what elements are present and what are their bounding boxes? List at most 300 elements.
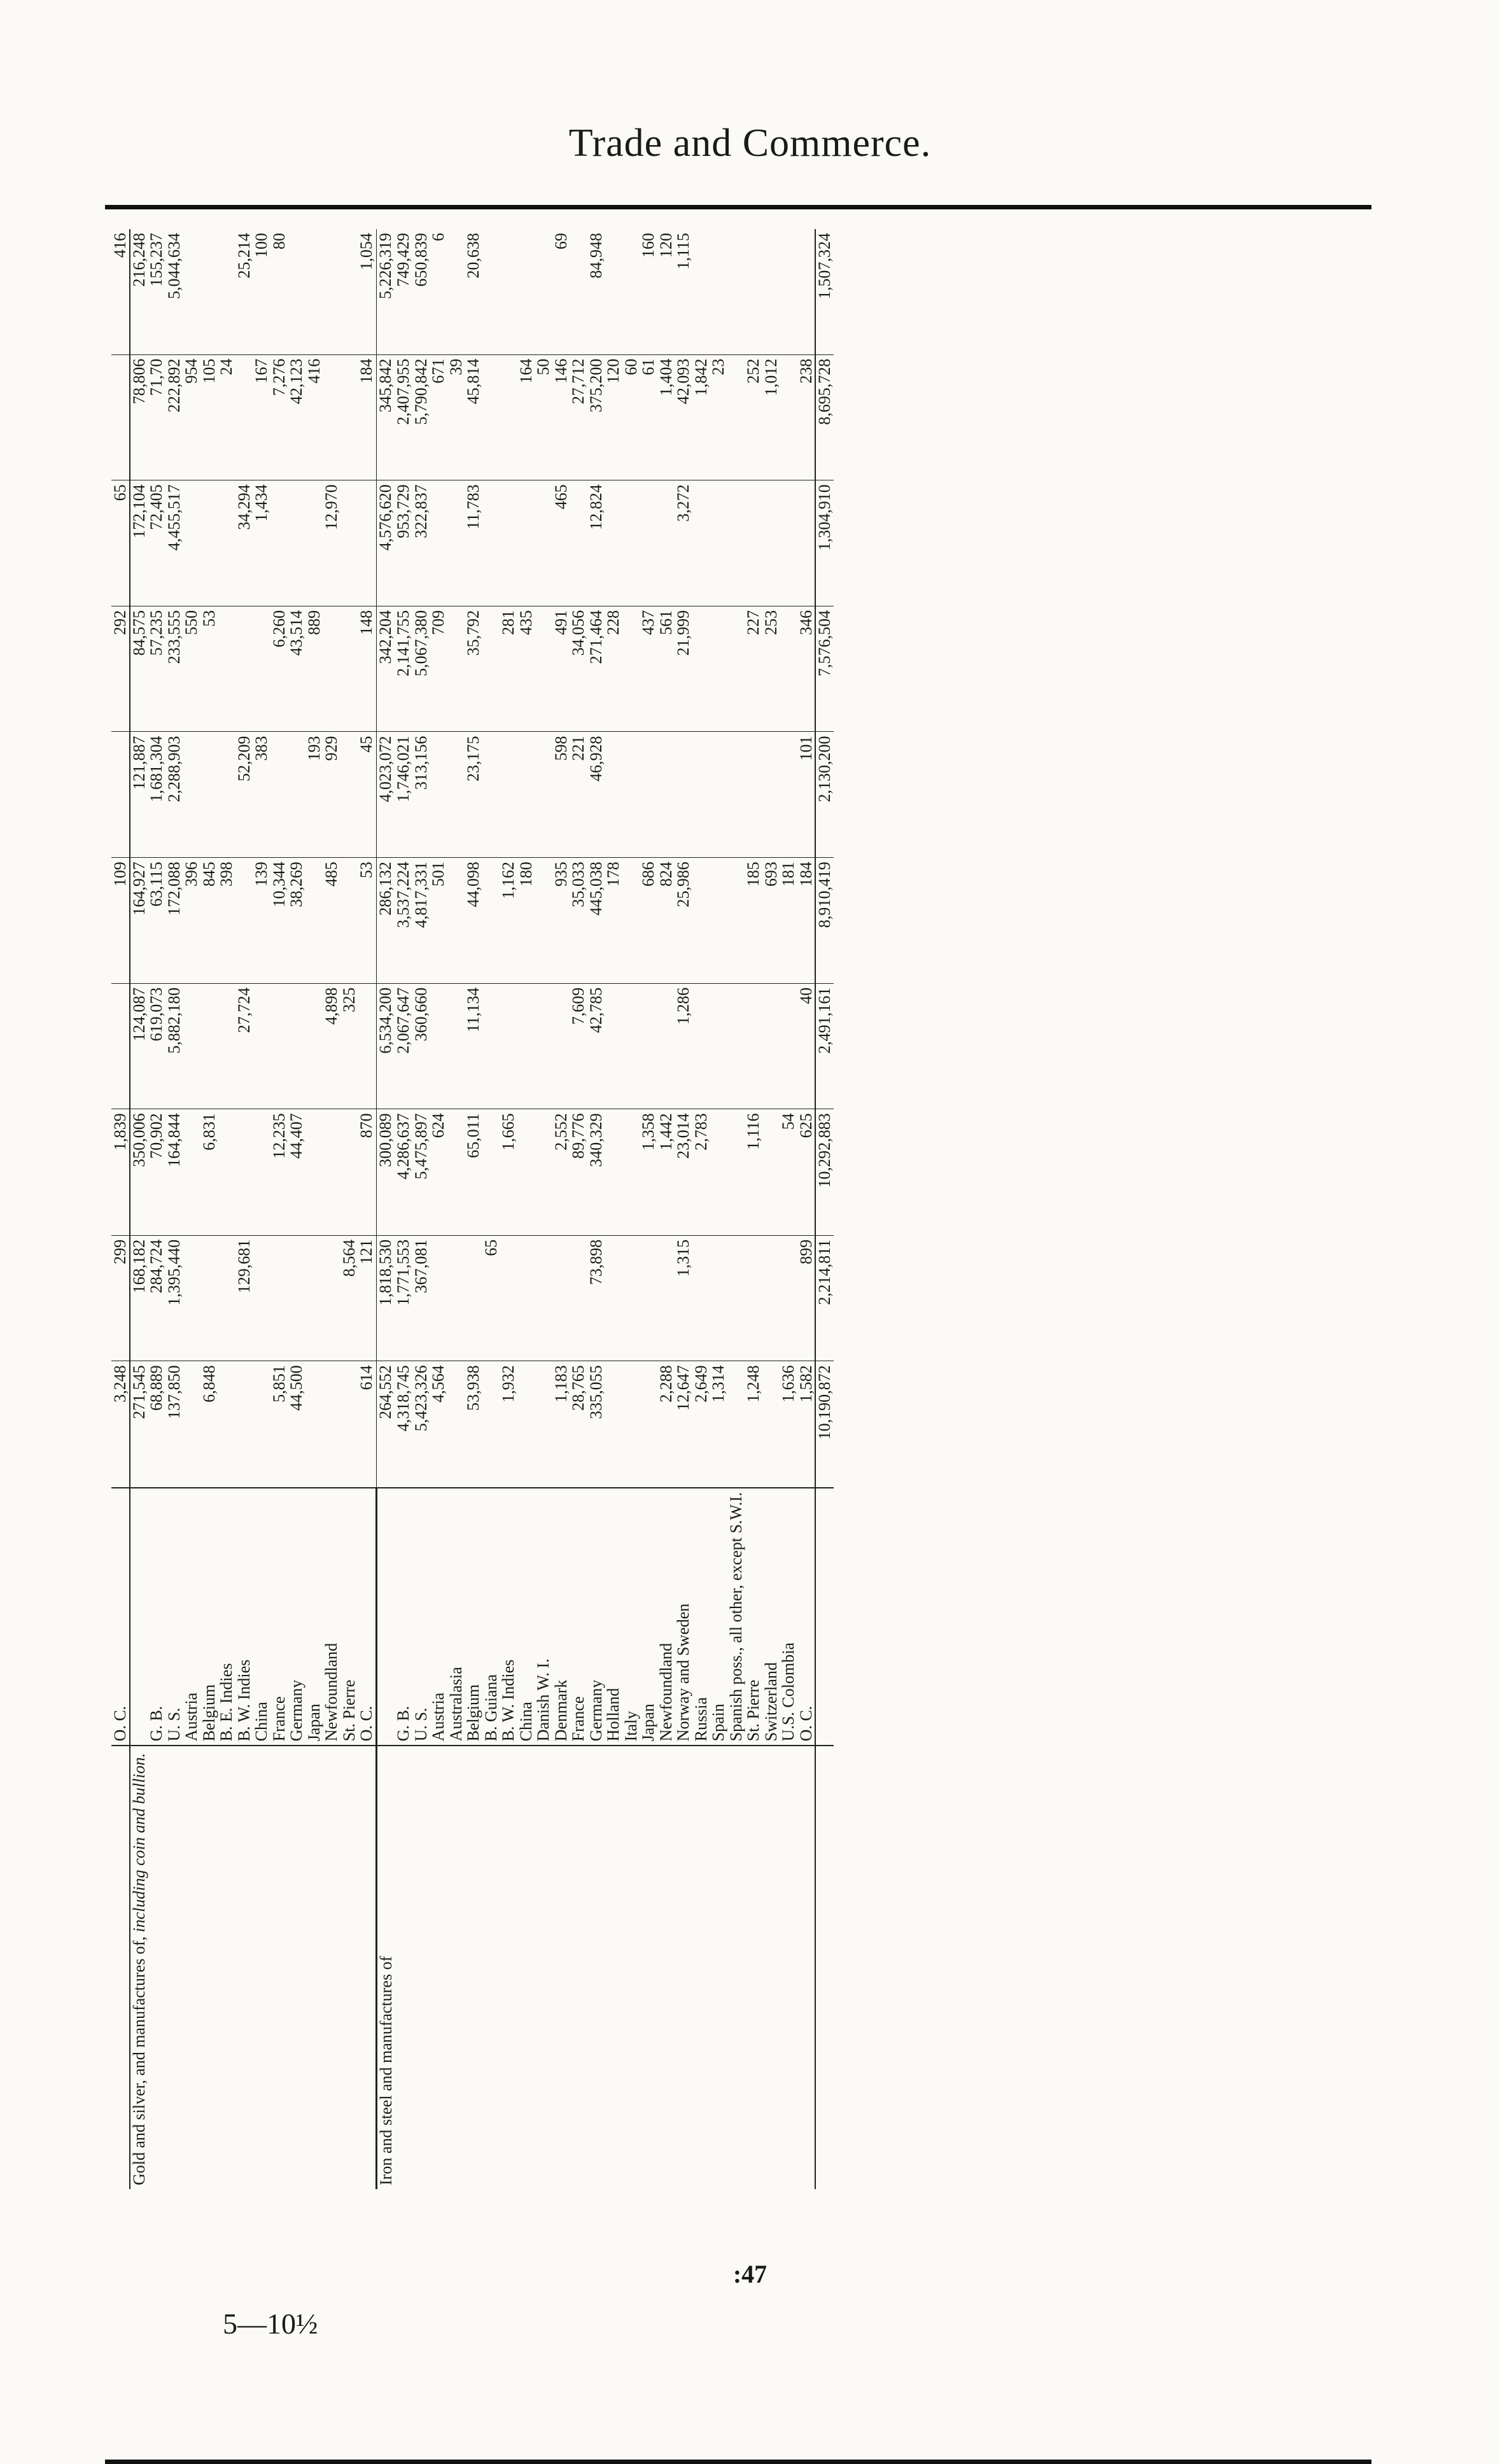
value-cell: 12,970: [323, 480, 340, 606]
value-cell: [640, 1235, 657, 1361]
value-cell: 10,344: [270, 858, 288, 984]
value-cell: [288, 1235, 305, 1361]
value-cell: [745, 229, 762, 354]
value-cell: 1,771,553: [395, 1235, 412, 1361]
value-cell: [447, 1109, 465, 1235]
value-cell: 27,712: [570, 354, 587, 480]
value-cell: 1,395,440: [165, 1235, 183, 1361]
value-cell: [500, 983, 517, 1109]
value-cell: 180: [517, 858, 535, 984]
rotated-table-block: [111, 229, 1359, 2189]
value-cell: 6,260: [270, 606, 288, 732]
value-cell: 899: [797, 1235, 816, 1361]
value-cell: [500, 1235, 517, 1361]
description-cell: [692, 1746, 710, 2189]
value-cell: 598: [552, 732, 570, 858]
value-cell: [253, 983, 270, 1109]
value-cell: 44,500: [288, 1361, 305, 1488]
value-cell: [710, 480, 727, 606]
value-cell: [535, 1235, 552, 1361]
value-cell: 2,491,161: [815, 983, 834, 1109]
value-cell: 286,132: [376, 858, 395, 984]
value-cell: [430, 732, 447, 858]
value-cell: 7,576,504: [815, 606, 834, 732]
value-cell: [340, 229, 358, 354]
table-row: [640, 229, 657, 2189]
value-cell: [183, 1109, 200, 1235]
description-cell: [727, 1746, 745, 2189]
table-row: [412, 229, 430, 2189]
value-cell: 57,235: [148, 606, 165, 732]
country-cell: Australasia: [447, 1488, 465, 1746]
value-cell: [447, 1235, 465, 1361]
value-cell: [447, 1361, 465, 1488]
value-cell: 65: [482, 1235, 500, 1361]
value-cell: [200, 1235, 218, 1361]
description-cell: [200, 1746, 218, 2189]
value-cell: 193: [305, 732, 323, 858]
value-cell: 44,098: [465, 858, 482, 984]
value-cell: [605, 1235, 622, 1361]
description-cell: [535, 1746, 552, 2189]
country-cell: B. Guiana: [482, 1488, 500, 1746]
description-cell: [430, 1746, 447, 2189]
value-cell: 45: [358, 732, 376, 858]
description-cell: [605, 1746, 622, 2189]
description-cell: [340, 1746, 358, 2189]
value-cell: 2,649: [692, 1361, 710, 1488]
description-cell: [640, 1746, 657, 2189]
value-cell: 70,902: [148, 1109, 165, 1235]
value-cell: [780, 480, 797, 606]
table-row: [500, 229, 517, 2189]
value-cell: 281: [500, 606, 517, 732]
value-cell: 53,938: [465, 1361, 482, 1488]
value-cell: [340, 732, 358, 858]
country-cell: Spanish poss., all other, except S.W.I.: [727, 1488, 745, 1746]
country-cell: Russia: [692, 1488, 710, 1746]
description-cell: [657, 1746, 675, 2189]
value-cell: [482, 1109, 500, 1235]
value-cell: [780, 1235, 797, 1361]
value-cell: 693: [762, 858, 780, 984]
value-cell: [200, 480, 218, 606]
value-cell: 1,434: [253, 480, 270, 606]
value-cell: [570, 229, 587, 354]
description-cell: [305, 1746, 323, 2189]
country-cell: Holland: [605, 1488, 622, 1746]
value-cell: 7,276: [270, 354, 288, 480]
value-cell: 4,455,517: [165, 480, 183, 606]
value-cell: 84,948: [586, 233, 605, 279]
value-cell: [288, 480, 305, 606]
value-cell: 2,141,755: [395, 606, 412, 732]
value-cell: [535, 983, 552, 1109]
value-cell: 8,564: [340, 1235, 358, 1361]
value-cell: 1,442: [657, 1109, 675, 1235]
value-cell: 1,636: [780, 1361, 797, 1488]
value-cell: [482, 1361, 500, 1488]
country-cell: [130, 1488, 148, 1746]
description-cell: [762, 1746, 780, 2189]
value-cell: [340, 606, 358, 732]
value-cell: 485: [323, 858, 340, 984]
value-cell: 139: [253, 858, 270, 984]
value-cell: [235, 354, 253, 480]
value-cell: 5,475,897: [412, 1109, 430, 1235]
value-cell: [430, 983, 447, 1109]
value-cell: 120: [656, 233, 675, 258]
table-row: [517, 229, 535, 2189]
description-cell: [253, 1746, 270, 2189]
table-row: [305, 229, 323, 2189]
value-cell: [517, 229, 535, 354]
value-cell: 1,358: [640, 1109, 657, 1235]
value-cell: 1,054: [357, 233, 375, 270]
value-cell: [640, 1361, 657, 1488]
value-cell: [218, 606, 235, 732]
value-cell: 172,104: [130, 480, 148, 606]
value-cell: [727, 732, 745, 858]
table-row: [395, 229, 412, 2189]
value-cell: [253, 1109, 270, 1235]
value-cell: [111, 732, 130, 858]
value-cell: 383: [253, 732, 270, 858]
value-cell: [727, 229, 745, 354]
value-cell: 550: [183, 606, 200, 732]
value-cell: 84,575: [130, 606, 148, 732]
value-cell: 870: [358, 1109, 376, 1235]
value-cell: 155,237: [147, 233, 165, 287]
description-cell: [815, 1746, 834, 2189]
value-cell: 121,887: [130, 732, 148, 858]
value-cell: [622, 983, 640, 1109]
value-cell: [762, 983, 780, 1109]
value-cell: [447, 732, 465, 858]
value-cell: [253, 1361, 270, 1488]
table-row: [148, 229, 165, 2189]
value-cell: 4,576,620: [376, 480, 395, 606]
table-row: [657, 229, 675, 2189]
value-cell: [727, 1235, 745, 1361]
value-cell: 1,314: [710, 1361, 727, 1488]
value-cell: 11,783: [465, 480, 482, 606]
value-cell: 4,023,072: [376, 732, 395, 858]
value-cell: 889: [305, 606, 323, 732]
value-cell: 325: [340, 983, 358, 1109]
value-cell: 137,850: [165, 1361, 183, 1488]
table-row: [183, 229, 200, 2189]
table-row: [692, 229, 710, 2189]
value-cell: 313,156: [412, 732, 430, 858]
value-cell: 345,842: [376, 354, 395, 480]
value-cell: 44,407: [288, 1109, 305, 1235]
value-cell: 271,464: [587, 606, 605, 732]
value-cell: [622, 229, 640, 354]
value-cell: 148: [358, 606, 376, 732]
value-cell: [200, 229, 218, 354]
value-cell: 2,130,200: [815, 732, 834, 858]
value-cell: 5,044,634: [164, 233, 183, 299]
description-cell: [447, 1746, 465, 2189]
table-row: [570, 229, 587, 2189]
value-cell: [340, 858, 358, 984]
value-cell: [692, 606, 710, 732]
value-cell: 178: [605, 858, 622, 984]
value-cell: 1,842: [692, 354, 710, 480]
value-cell: [482, 983, 500, 1109]
value-cell: [500, 480, 517, 606]
value-cell: 1,248: [745, 1361, 762, 1488]
value-cell: 6,534,200: [376, 983, 395, 1109]
value-cell: [482, 732, 500, 858]
value-cell: 3,248: [111, 1361, 130, 1488]
value-cell: 625: [797, 1109, 816, 1235]
table-row: [535, 229, 552, 2189]
value-cell: [183, 983, 200, 1109]
value-cell: [535, 732, 552, 858]
value-cell: [305, 858, 323, 984]
section-note: including coin and bullion.: [129, 1753, 148, 1933]
value-cell: [622, 1235, 640, 1361]
value-cell: 501: [430, 858, 447, 984]
value-cell: 65: [111, 480, 130, 606]
value-cell: [622, 606, 640, 732]
value-cell: 2,288,903: [165, 732, 183, 858]
value-cell: [253, 1235, 270, 1361]
description-cell: [165, 1746, 183, 2189]
value-cell: [780, 606, 797, 732]
value-cell: 227: [745, 606, 762, 732]
value-cell: 465: [552, 480, 570, 606]
value-cell: [270, 732, 288, 858]
value-cell: 1,681,304: [148, 732, 165, 858]
value-cell: [218, 983, 235, 1109]
value-cell: 129,681: [235, 1235, 253, 1361]
value-cell: [622, 1109, 640, 1235]
value-cell: [482, 858, 500, 984]
description-cell: [622, 1746, 640, 2189]
country-cell: O. C.: [797, 1488, 816, 1746]
value-cell: 709: [430, 606, 447, 732]
description-cell: [517, 1746, 535, 2189]
table-row: [465, 229, 482, 2189]
country-cell: Japan: [305, 1488, 323, 1746]
value-cell: [323, 1109, 340, 1235]
signature-mark: 5—10½: [223, 2307, 318, 2340]
section-total-row: [376, 229, 395, 2189]
table-row: [235, 229, 253, 2189]
value-cell: 46,928: [587, 732, 605, 858]
value-cell: [657, 983, 675, 1109]
table-row: [762, 229, 780, 2189]
value-cell: 929: [323, 732, 340, 858]
value-cell: 10,190,872: [815, 1361, 834, 1488]
value-cell: 8,910,419: [815, 858, 834, 984]
value-cell: 34,056: [570, 606, 587, 732]
value-cell: 65,011: [465, 1109, 482, 1235]
value-cell: 614: [358, 1361, 376, 1488]
value-cell: [183, 1361, 200, 1488]
value-cell: [570, 1235, 587, 1361]
value-cell: [605, 983, 622, 1109]
description-cell: [587, 1746, 605, 2189]
value-cell: [323, 1361, 340, 1488]
value-cell: [640, 983, 657, 1109]
country-cell: Austria: [183, 1488, 200, 1746]
value-cell: 953,729: [395, 480, 412, 606]
value-cell: 172,088: [165, 858, 183, 984]
value-cell: 1,286: [675, 983, 692, 1109]
value-cell: 35,792: [465, 606, 482, 732]
value-cell: [710, 858, 727, 984]
value-cell: [340, 1109, 358, 1235]
value-cell: 2,067,647: [395, 983, 412, 1109]
description-cell: [148, 1746, 165, 2189]
value-cell: [710, 606, 727, 732]
value-cell: [447, 983, 465, 1109]
value-cell: 5,067,380: [412, 606, 430, 732]
value-cell: 749,429: [394, 233, 412, 287]
value-cell: 167: [253, 354, 270, 480]
table-row: [111, 229, 130, 2189]
value-cell: 45,814: [465, 354, 482, 480]
country-cell: B. E. Indies: [218, 1488, 235, 1746]
value-cell: [727, 1361, 745, 1488]
country-cell: Danish W. I.: [535, 1488, 552, 1746]
value-cell: [482, 229, 500, 354]
description-cell: [218, 1746, 235, 2189]
value-cell: [517, 480, 535, 606]
table-row: [675, 229, 692, 2189]
value-cell: 54: [780, 1109, 797, 1235]
value-cell: 69: [551, 233, 570, 249]
value-cell: 34,294: [235, 480, 253, 606]
grand-total-row: [815, 229, 834, 2189]
country-cell: Denmark: [552, 1488, 570, 1746]
country-cell: B. W. Indies: [500, 1488, 517, 1746]
value-cell: [482, 480, 500, 606]
value-cell: 12,235: [270, 1109, 288, 1235]
section-name: Gold and silver, and manufactures of,: [129, 1936, 148, 2185]
value-cell: 435: [517, 606, 535, 732]
description-cell: [675, 1746, 692, 2189]
description-cell: [395, 1746, 412, 2189]
value-cell: [692, 229, 710, 354]
value-cell: 50: [535, 354, 552, 480]
value-cell: [218, 1235, 235, 1361]
country-cell: Italy: [622, 1488, 640, 1746]
value-cell: [111, 354, 130, 480]
value-cell: [270, 1235, 288, 1361]
value-cell: 43,514: [288, 606, 305, 732]
value-cell: 1,582: [797, 1361, 816, 1488]
value-cell: 1,116: [745, 1109, 762, 1235]
value-cell: [710, 983, 727, 1109]
value-cell: [447, 858, 465, 984]
value-cell: 228: [605, 606, 622, 732]
value-cell: 4,898: [323, 983, 340, 1109]
value-cell: 299: [111, 1235, 130, 1361]
value-cell: 80: [269, 233, 288, 249]
value-cell: 935: [552, 858, 570, 984]
description-cell: [235, 1746, 253, 2189]
value-cell: [288, 229, 305, 354]
section-total-row: [130, 229, 148, 2189]
value-cell: [323, 1235, 340, 1361]
value-cell: 1,818,530: [376, 1235, 395, 1361]
country-cell: Belgium: [200, 1488, 218, 1746]
country-cell: Belgium: [465, 1488, 482, 1746]
section-description: [130, 1746, 148, 2189]
value-cell: [710, 229, 727, 354]
description-cell: [482, 1746, 500, 2189]
table-row: [270, 229, 288, 2189]
value-cell: 27,724: [235, 983, 253, 1109]
value-cell: 168,182: [130, 1235, 148, 1361]
value-cell: [640, 732, 657, 858]
value-cell: 52,209: [235, 732, 253, 858]
value-cell: [235, 1361, 253, 1488]
value-cell: [762, 1361, 780, 1488]
value-cell: [200, 983, 218, 1109]
value-cell: 342,204: [376, 606, 395, 732]
value-cell: 73,898: [587, 1235, 605, 1361]
value-cell: 23,175: [465, 732, 482, 858]
value-cell: [500, 354, 517, 480]
value-cell: [340, 354, 358, 480]
country-cell: Newfoundland: [657, 1488, 675, 1746]
value-cell: [253, 606, 270, 732]
value-cell: [323, 606, 340, 732]
value-cell: [797, 229, 816, 354]
value-cell: 71,70: [148, 354, 165, 480]
country-cell: Spain: [710, 1488, 727, 1746]
value-cell: 109: [111, 858, 130, 984]
description-cell: [465, 1746, 482, 2189]
value-cell: 60: [622, 354, 640, 480]
value-cell: [675, 732, 692, 858]
value-cell: 42,123: [288, 354, 305, 480]
value-cell: [183, 732, 200, 858]
value-cell: 121: [358, 1235, 376, 1361]
value-cell: 292: [111, 606, 130, 732]
table-row: [253, 229, 270, 2189]
value-cell: 63,115: [148, 858, 165, 984]
value-cell: [622, 732, 640, 858]
value-cell: [218, 1361, 235, 1488]
value-cell: 1,304,910: [815, 480, 834, 606]
value-cell: [183, 229, 200, 354]
value-cell: [482, 354, 500, 480]
country-cell: U.S. Colombia: [780, 1488, 797, 1746]
value-cell: [745, 983, 762, 1109]
value-cell: 346: [797, 606, 816, 732]
section-description: [376, 1746, 395, 2189]
value-cell: 233,555: [165, 606, 183, 732]
description-cell: [570, 1746, 587, 2189]
value-cell: [727, 606, 745, 732]
value-cell: [762, 732, 780, 858]
value-cell: 101: [797, 732, 816, 858]
value-cell: 25,214: [234, 233, 253, 279]
value-cell: 264,552: [376, 1361, 395, 1488]
value-cell: 398: [218, 858, 235, 984]
value-cell: [762, 229, 780, 354]
value-cell: [517, 732, 535, 858]
value-cell: 824: [657, 858, 675, 984]
value-cell: [535, 480, 552, 606]
